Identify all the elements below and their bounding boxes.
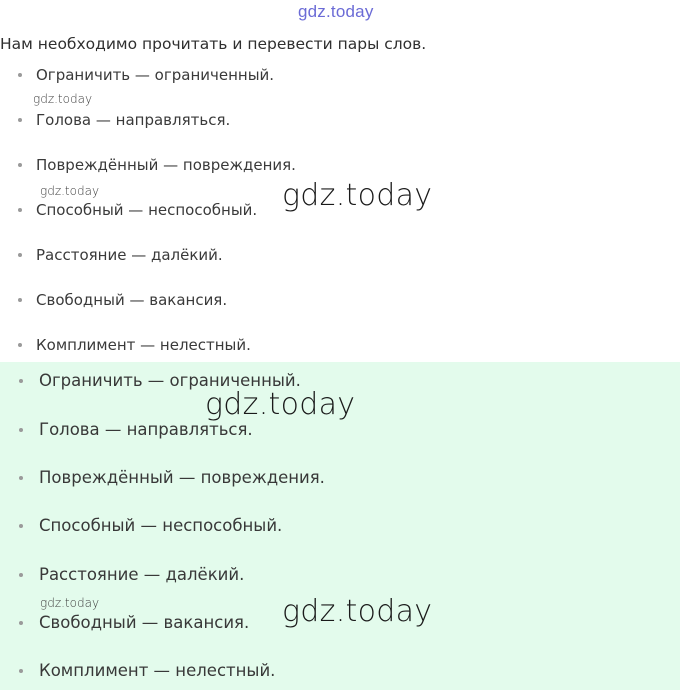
bullet-icon xyxy=(18,118,22,122)
bullet-icon xyxy=(19,524,23,528)
watermark-small: gdz.today xyxy=(40,596,100,610)
bullet-icon xyxy=(19,573,23,577)
watermark-small: gdz.today xyxy=(33,92,93,106)
bullet-icon xyxy=(18,253,22,257)
list-item-text: Расстояние — далёкий. xyxy=(36,246,223,264)
list-item-text: Ограничить — ограниченный. xyxy=(39,371,301,390)
watermark-large: gdz.today xyxy=(282,178,433,213)
list-item-text: Комплимент — нелестный. xyxy=(39,661,276,680)
list-item-text: Повреждённый — повреждения. xyxy=(36,156,296,174)
bullet-icon xyxy=(19,428,23,432)
bullet-icon xyxy=(18,163,22,167)
bullet-icon xyxy=(19,621,23,625)
list-item-text: Ограничить — ограниченный. xyxy=(36,66,275,84)
bullet-icon xyxy=(19,669,23,673)
list-item-text: Голова — направляться. xyxy=(36,111,231,129)
bullet-icon xyxy=(18,343,22,347)
bullet-icon xyxy=(19,476,23,480)
bullet-icon xyxy=(18,298,22,302)
list-item-text: Комплимент — нелестный. xyxy=(36,336,251,354)
bullet-icon xyxy=(18,73,22,77)
intro-text: Нам необходимо прочитать и перевести пары слов. xyxy=(0,35,427,53)
list-item-text: Свободный — вакансия. xyxy=(36,291,228,309)
list-item-text: Свободный — вакансия. xyxy=(39,613,250,632)
list-item-text: Способный — неспособный. xyxy=(39,516,283,535)
top-watermark: gdz.today xyxy=(298,2,374,21)
list-item-text: Повреждённый — повреждения. xyxy=(39,468,325,487)
list-item-text: Голова — направляться. xyxy=(39,420,253,439)
watermark-large: gdz.today xyxy=(205,387,356,422)
bullet-icon xyxy=(19,379,23,383)
bullet-icon xyxy=(18,208,22,212)
list-item-text: Способный — неспособный. xyxy=(36,201,258,219)
watermark-large: gdz.today xyxy=(282,594,433,629)
list-item-text: Расстояние — далёкий. xyxy=(39,565,245,584)
watermark-small: gdz.today xyxy=(40,184,100,198)
